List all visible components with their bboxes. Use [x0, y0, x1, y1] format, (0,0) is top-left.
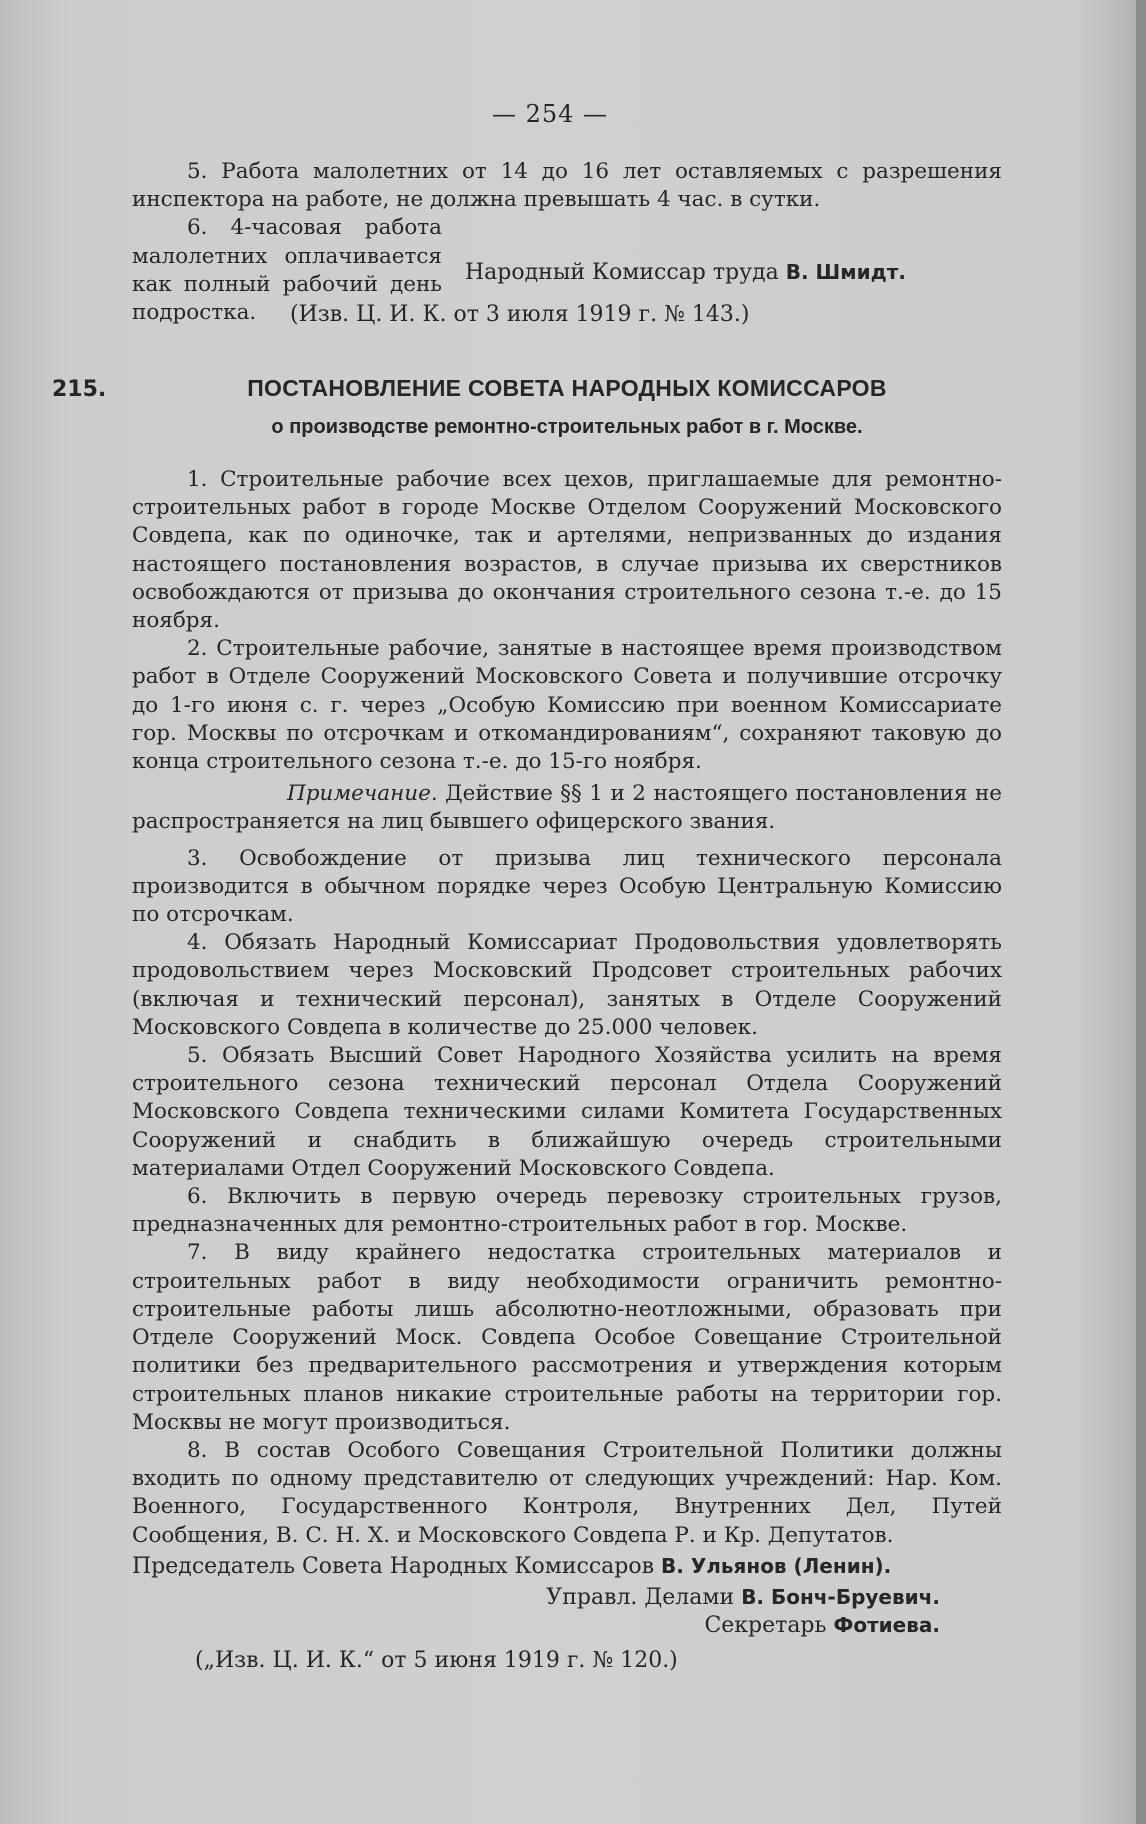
page-number: — 254 — — [491, 100, 609, 128]
paragraph: 6. 4-часовая работа малолетних оплачивается как полный рабочий день подростка. — [132, 215, 442, 326]
document-body — [132, 466, 1002, 1550]
paragraph: 8. В состав Особого Совещания Строительной Политики должны входить по одному представителю от следующих учреждений: Нар. Ком. Военного, Государственного Контроля, Внутренних Дел, Путей Сообщения, В. С. Н. Х. и Московского Совдепа Р. и Кр. Депутатов. — [132, 1437, 1002, 1548]
signature-manager — [546, 1585, 940, 1610]
document-source: („Изв. Ц. И. К.“ от 5 июня 1919 г. № 120.) — [195, 1648, 678, 1673]
signer-name: В. Бонч-Бруевич. — [741, 1585, 940, 1609]
signer-title: Управл. Делами — [546, 1585, 735, 1610]
paragraph: 2. Строительные рабочие, занятые в настоящее время производством работ в Отделе Сооружений Московского Совета и получившие отсрочку до 1-го июня с. г. через „Особую Комиссию при военном Комиссариате гор. Москвы по отсрочкам и откомандированиям“, сохраняют таковую до конца строительного сезона т.-е. до 15-го ноября. — [132, 636, 1002, 775]
paragraph: 5. Работа малолетних от 14 до 16 лет оставляемых с разрешения инспектора на работе, не должна превышать 4 час. в сутки. — [132, 159, 1002, 213]
paragraph: 7. В виду крайнего недостатка строительных материалов и строительных работ в виду необходимости ограничить ремонтно-строительные работы лишь абсолютно-неотложными, образовать при Отделе Сооружений Моск. Совдепа Особое Совещание Строительной политики без предварительного рассмотрения и утверждения которым строительных планов никакие строительные работы на территории гор. Москвы не могут производиться. — [132, 1240, 1002, 1435]
paragraph: 1. Строительные рабочие всех цехов, приглашаемые для ремонтно-строительных работ в городе Москве Отделом Сооружений Московского Совдепа, как по одиночке, так и артелями, непризванных до издания настоящего постановления возрастов, в случае призыва их сверстников освобождаются от призыва до окончания строительного сезона т.-е. до 15 ноября. — [132, 467, 1002, 634]
signer-title: Председатель Совета Народных Комиссаров — [132, 1554, 655, 1579]
paragraph: 4. Обязать Народный Комиссариат Продовольствия удовлетворять продовольствием через Московский Продсовет строительных рабочих (включая и технический персонал), занятых в Отделе Сооружений Московского Совдепа в количестве до 25.000 человек. — [132, 930, 1002, 1040]
paragraph: 6. Включить в первую очередь перевозку строительных грузов, предназначенных для ремонтно-строительных работ в гор. Москве. — [132, 1184, 1002, 1238]
signature-secretary — [704, 1613, 940, 1638]
signer-name: В. Ульянов (Ленин). — [661, 1554, 892, 1578]
signer-title: Народный Комиссар труда — [465, 260, 779, 285]
document-subtitle: о производстве ремонтно-строительных работ в г. Москве. — [271, 416, 863, 438]
paragraph: 3. Освобождение от призыва лиц технического персонала производится в обычном порядке через Особую Центральную Комиссию по отсрочкам. — [132, 845, 1002, 928]
page-edge — [1136, 0, 1146, 1824]
note-text: Действие §§ 1 и 2 настоящего постановления не распространяется на лиц бывшего офицерского звания. — [132, 781, 1002, 835]
prev-source: (Изв. Ц. И. К. от 3 июля 1919 г. № 143.) — [290, 302, 750, 327]
signer-title: Секретарь — [704, 1613, 827, 1638]
signer-name: В. Шмидт. — [785, 260, 906, 284]
document-title: ПОСТАНОВЛЕНИЕ СОВЕТА НАРОДНЫХ КОМИССАРОВ — [247, 375, 887, 401]
document-number: 215. — [52, 377, 107, 402]
signature-chairman — [132, 1554, 891, 1579]
signer-name: Фотиева. — [833, 1613, 940, 1637]
note-label: Примечание. — [287, 781, 438, 807]
note — [132, 780, 1002, 836]
paragraph: 5. Обязать Высший Совет Народного Хозяйства усилить на время строительного сезона технический персонал Отдела Сооружений Московского Совдепа техническими силами Комитета Государственных Сооружений и снабдить в ближайшую очередь строительными материалами Отдел Сооружений Московского Совдепа. — [132, 1043, 1002, 1181]
prev-signature — [465, 260, 906, 285]
